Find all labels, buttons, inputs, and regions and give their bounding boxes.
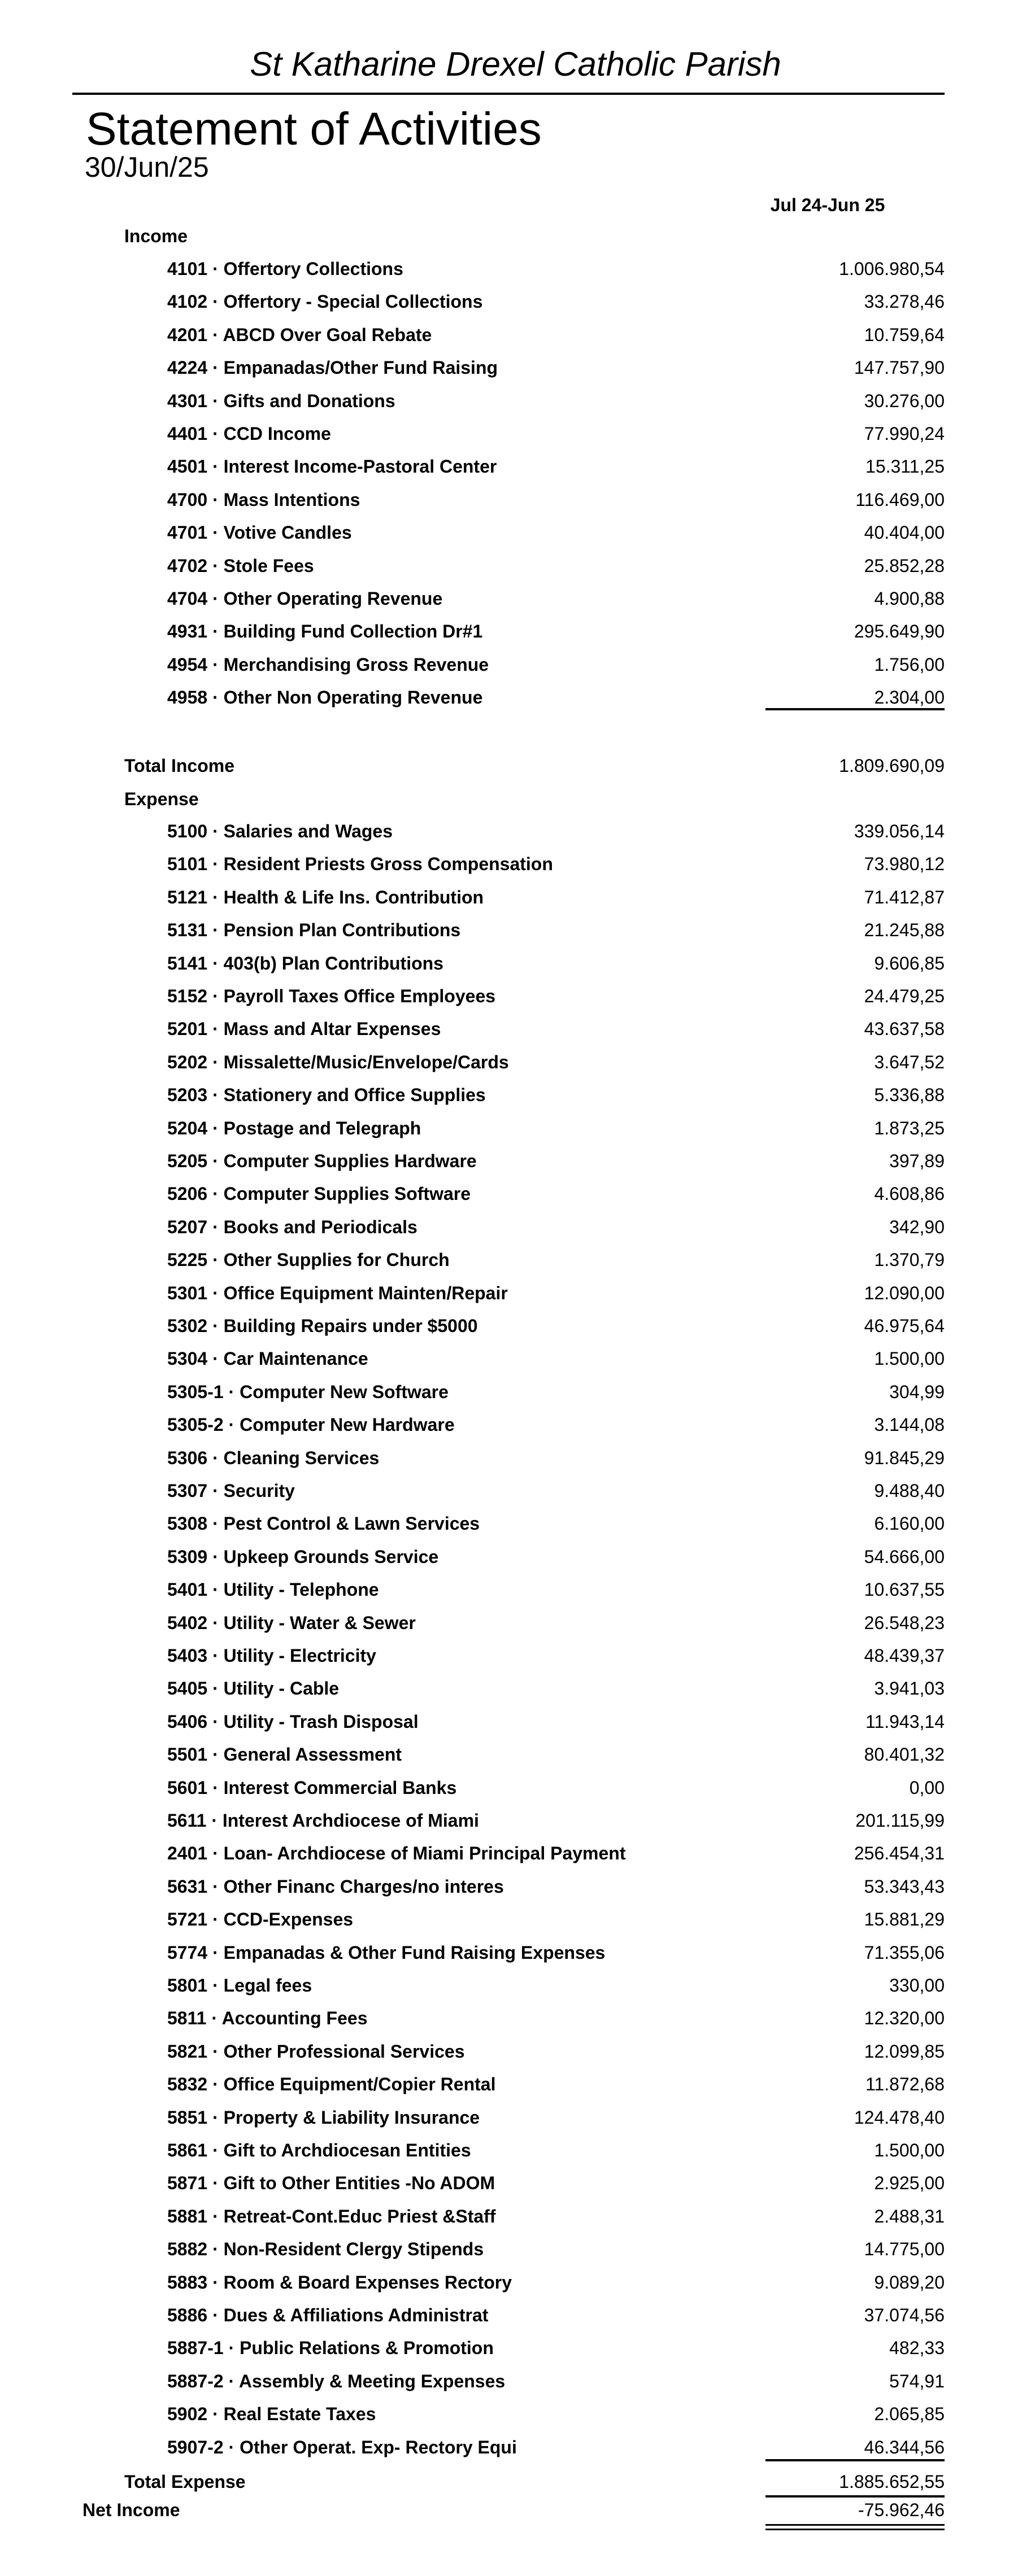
expense-line-item xyxy=(0,1578,1031,1601)
expense-section-label xyxy=(0,788,1031,810)
expense-line-item xyxy=(0,2337,1031,2359)
income-line-item xyxy=(0,488,1031,511)
expense-line-item xyxy=(0,2238,1031,2260)
income-line-item-amount: 10.759,64 xyxy=(864,325,945,345)
expense-line-item xyxy=(0,1282,1031,1304)
expense-line-item-amount: 15.881,29 xyxy=(864,1909,945,1929)
income-line-item-label: 4501 · Interest Income-Pastoral Center xyxy=(167,456,497,477)
income-line-item-amount: 1.006.980,54 xyxy=(839,259,945,279)
expense-line-item-amount: 11.943,14 xyxy=(865,1711,945,1732)
expense-line-item-label: 5152 · Payroll Taxes Office Employees xyxy=(167,986,496,1006)
expense-line-item xyxy=(0,1479,1031,1502)
expense-line-item-amount: 124.478,40 xyxy=(854,2107,945,2128)
expense-line-item xyxy=(0,1612,1031,1634)
expense-line-item-amount: 9.089,20 xyxy=(874,2272,945,2293)
expense-line-item-amount: 9.606,85 xyxy=(874,953,945,973)
expense-line-item-label: 5306 · Cleaning Services xyxy=(167,1448,380,1468)
expense-line-item-amount: 24.479,25 xyxy=(864,986,945,1006)
income-line-item xyxy=(0,390,1031,412)
expense-line-item-label: 5401 · Utility - Telephone xyxy=(167,1579,379,1600)
expense-line-item-amount: 482,33 xyxy=(889,2338,945,2358)
expense-line-item-label: 5305-2 · Computer New Hardware xyxy=(167,1414,455,1435)
expense-line-item-label: 5305-1 · Computer New Software xyxy=(167,1382,449,1402)
expense-line-item-label: 5307 · Security xyxy=(167,1481,295,1501)
expense-line-item xyxy=(0,2139,1031,2162)
expense-line-item-amount: 21.245,88 xyxy=(864,920,945,940)
expense-line-item xyxy=(0,2370,1031,2392)
income-line-item-label: 4102 · Offertory - Special Collections xyxy=(167,291,483,312)
income-line-item-amount: 2.304,00 xyxy=(874,687,945,708)
expense-line-item xyxy=(0,1776,1031,1799)
expense-line-item-label: 5121 · Health & Life Ins. Contribution xyxy=(167,887,484,907)
expense-line-item-amount: 10.637,55 xyxy=(864,1579,945,1600)
net-income-row-amount: -75.962,46 xyxy=(858,2500,945,2520)
total-income-row-amount: 1.809.690,09 xyxy=(839,756,945,776)
income-line-item xyxy=(0,455,1031,478)
expense-line-item-label: 5304 · Car Maintenance xyxy=(167,1348,368,1369)
expense-line-item-label: 5811 · Accounting Fees xyxy=(167,2008,368,2028)
expense-line-item xyxy=(0,1743,1031,1766)
expense-line-item-label: 5203 · Stationery and Office Supplies xyxy=(167,1085,486,1105)
expense-line-item-amount: 91.845,29 xyxy=(864,1448,945,1468)
expense-line-item-amount: 12.099,85 xyxy=(864,2041,945,2062)
income-line-item-amount: 33.278,46 xyxy=(864,291,945,312)
expense-line-item-label: 5100 · Salaries and Wages xyxy=(167,821,393,841)
expense-line-item xyxy=(0,1875,1031,1898)
expense-line-item-amount: 2.925,00 xyxy=(874,2173,945,2193)
expense-line-item-label: 5202 · Missalette/Music/Envelope/Cards xyxy=(167,1052,509,1072)
column-header: Jul 24-Jun 25 xyxy=(770,195,885,215)
expense-line-item xyxy=(0,1974,1031,1997)
expense-line-item-label: 5801 · Legal fees xyxy=(167,1975,312,1996)
expense-line-item xyxy=(0,1710,1031,1733)
income-line-item xyxy=(0,422,1031,445)
expense-line-item-amount: 397,89 xyxy=(889,1151,945,1171)
expense-line-item xyxy=(0,1084,1031,1106)
expense-line-item-label: 5851 · Property & Liability Insurance xyxy=(167,2107,480,2128)
income-section-label-label: Income xyxy=(124,226,188,246)
expense-line-item-label: 5902 · Real Estate Taxes xyxy=(167,2404,376,2424)
expense-line-item xyxy=(0,952,1031,975)
expense-line-item xyxy=(0,2271,1031,2294)
net-income-rule xyxy=(765,2495,945,2498)
expense-line-item-amount: 4.608,86 xyxy=(874,1184,945,1204)
expense-line-item-label: 5225 · Other Supplies for Church xyxy=(167,1250,450,1270)
expense-line-item-label: 5201 · Mass and Altar Expenses xyxy=(167,1019,441,1039)
expense-line-item-label: 5861 · Gift to Archdiocesan Entities xyxy=(167,2140,471,2160)
expense-line-item-label: 5406 · Utility - Trash Disposal xyxy=(167,1711,419,1732)
expense-line-item-amount: 330,00 xyxy=(889,1975,945,1996)
net-income-row xyxy=(0,2499,1031,2521)
income-line-item-label: 4958 · Other Non Operating Revenue xyxy=(167,687,483,708)
expense-line-item-amount: 46.344,56 xyxy=(864,2437,945,2457)
income-line-item-amount: 77.990,24 xyxy=(864,423,945,444)
total-expense-row-amount: 1.885.652,55 xyxy=(839,2472,945,2492)
expense-line-item xyxy=(0,2172,1031,2194)
expense-line-item xyxy=(0,853,1031,875)
income-line-item-label: 4704 · Other Operating Revenue xyxy=(167,588,443,609)
expense-line-item-amount: 71.412,87 xyxy=(864,887,945,907)
expense-line-item xyxy=(0,886,1031,909)
income-line-item xyxy=(0,257,1031,280)
expense-line-item-amount: 3.144,08 xyxy=(874,1414,945,1435)
income-line-item-label: 4201 · ABCD Over Goal Rebate xyxy=(167,325,432,345)
income-line-item xyxy=(0,587,1031,610)
expense-line-item-label: 5871 · Gift to Other Entities -No ADOM xyxy=(167,2173,495,2193)
expense-line-item-amount: 1.873,25 xyxy=(874,1118,945,1138)
expense-line-item-label: 5881 · Retreat-Cont.Educ Priest &Staff xyxy=(167,2206,496,2226)
income-line-item-label: 4301 · Gifts and Donations xyxy=(167,391,395,411)
expense-line-item-label: 5883 · Room & Board Expenses Rectory xyxy=(167,2272,512,2293)
expense-line-item-amount: 256.454,31 xyxy=(854,1843,945,1863)
report-date: 30/Jun/25 xyxy=(85,151,209,183)
expense-line-item-label: 5631 · Other Financ Charges/no interes xyxy=(167,1876,504,1897)
total-expense-row xyxy=(0,2470,1031,2493)
income-line-item-label: 4401 · CCD Income xyxy=(167,423,331,444)
expense-line-item xyxy=(0,1347,1031,1370)
income-line-item xyxy=(0,324,1031,346)
total-expense-row-label: Total Expense xyxy=(124,2472,246,2492)
expense-line-item xyxy=(0,1381,1031,1403)
expense-line-item-amount: 339.056,14 xyxy=(854,821,945,841)
expense-line-item-amount: 304,99 xyxy=(889,1382,945,1402)
expense-line-item-amount: 11.872,68 xyxy=(865,2074,945,2094)
expense-line-item xyxy=(0,2205,1031,2228)
expense-line-item-amount: 12.320,00 xyxy=(864,2008,945,2028)
expense-line-item-amount: 80.401,32 xyxy=(864,1744,945,1765)
expense-line-item-label: 5774 · Empanadas & Other Fund Raising Expenses xyxy=(167,1942,606,1963)
expense-line-item-amount: 26.548,23 xyxy=(864,1613,945,1633)
income-line-item-label: 4702 · Stole Fees xyxy=(167,556,314,576)
expense-line-item-label: 5403 · Utility - Electricity xyxy=(167,1645,376,1666)
expense-line-item xyxy=(0,2436,1031,2459)
expense-line-item-amount: 1.500,00 xyxy=(874,1348,945,1369)
income-line-item-amount: 30.276,00 xyxy=(864,391,945,411)
expense-line-item-amount: 574,91 xyxy=(889,2371,945,2391)
expense-line-item-label: 2401 · Loan- Archdiocese of Miami Principal Payment xyxy=(167,1843,626,1863)
organization-name: St Katharine Drexel Catholic Parish xyxy=(250,45,781,83)
expense-section-label-label: Expense xyxy=(124,789,199,809)
income-line-item-amount: 25.852,28 xyxy=(864,556,945,576)
income-line-item xyxy=(0,555,1031,577)
expense-line-item-amount: 3.647,52 xyxy=(874,1052,945,1072)
expense-line-item-label: 5601 · Interest Commercial Banks xyxy=(167,1778,457,1798)
expense-line-item-label: 5308 · Pest Control & Lawn Services xyxy=(167,1513,480,1534)
expense-line-item-label: 5309 · Upkeep Grounds Service xyxy=(167,1547,439,1567)
expense-line-item xyxy=(0,1315,1031,1337)
expense-line-item xyxy=(0,2040,1031,2063)
expense-line-item xyxy=(0,1413,1031,1436)
expense-line-item-label: 5205 · Computer Supplies Hardware xyxy=(167,1151,477,1171)
expense-line-item-label: 5301 · Office Equipment Mainten/Repair xyxy=(167,1283,508,1303)
income-line-item-amount: 1.756,00 xyxy=(874,654,945,675)
expense-line-item-amount: 1.500,00 xyxy=(874,2140,945,2160)
expense-line-item-label: 5882 · Non-Resident Clergy Stipends xyxy=(167,2239,484,2259)
expense-line-item-amount: 9.488,40 xyxy=(874,1481,945,1501)
expense-line-item xyxy=(0,1677,1031,1700)
expense-line-item-label: 5207 · Books and Periodicals xyxy=(167,1217,417,1237)
income-line-item-amount: 295.649,90 xyxy=(854,621,945,641)
expense-line-item-label: 5302 · Building Repairs under $5000 xyxy=(167,1316,478,1336)
expense-line-item xyxy=(0,1941,1031,1964)
expense-line-item-label: 5131 · Pension Plan Contributions xyxy=(167,920,461,940)
expense-line-item xyxy=(0,1908,1031,1931)
expense-line-item-label: 5907-2 · Other Operat. Exp- Rectory Equi xyxy=(167,2437,517,2457)
income-line-item xyxy=(0,653,1031,676)
income-line-item-amount: 15.311,25 xyxy=(865,456,945,477)
income-line-item-amount: 40.404,00 xyxy=(864,522,945,543)
income-line-item-label: 4701 · Votive Candles xyxy=(167,522,352,543)
expense-line-item-amount: 201.115,99 xyxy=(855,1810,945,1831)
net-income-row-label: Net Income xyxy=(82,2500,180,2520)
income-line-item xyxy=(0,290,1031,313)
expense-line-item-label: 5204 · Postage and Telegraph xyxy=(167,1118,421,1138)
expense-line-item xyxy=(0,820,1031,842)
expense-line-item-amount: 37.074,56 xyxy=(864,2305,945,2325)
expense-line-item xyxy=(0,1644,1031,1667)
income-line-item xyxy=(0,686,1031,709)
expense-line-item-label: 5405 · Utility - Cable xyxy=(167,1678,340,1699)
total-income-row-label: Total Income xyxy=(124,756,234,776)
expense-line-item-amount: 46.975,64 xyxy=(864,1316,945,1336)
income-line-item-amount: 116.469,00 xyxy=(855,490,945,510)
expense-line-item-amount: 6.160,00 xyxy=(874,1513,945,1534)
income-line-item-label: 4931 · Building Fund Collection Dr#1 xyxy=(167,621,483,641)
total-income-row xyxy=(0,754,1031,777)
expense-line-item-label: 5141 · 403(b) Plan Contributions xyxy=(167,953,443,973)
expense-line-item-label: 5611 · Interest Archdiocese of Miami xyxy=(167,1810,479,1831)
expense-line-item-amount: 3.941,03 xyxy=(874,1678,945,1699)
expense-line-item xyxy=(0,1809,1031,1832)
expense-line-item xyxy=(0,2106,1031,2129)
expense-line-item-amount: 73.980,12 xyxy=(864,854,945,874)
subtotal-rule xyxy=(765,708,945,710)
expense-line-item-amount: 342,90 xyxy=(889,1217,945,1237)
expense-line-item xyxy=(0,1842,1031,1865)
expense-line-item xyxy=(0,1512,1031,1535)
expense-line-item-amount: 14.775,00 xyxy=(864,2239,945,2259)
expense-line-item-label: 5721 · CCD-Expenses xyxy=(167,1909,354,1929)
income-line-item-amount: 4.900,88 xyxy=(874,588,945,609)
expense-line-item xyxy=(0,2304,1031,2326)
income-line-item-amount: 147.757,90 xyxy=(854,357,945,378)
income-line-item xyxy=(0,356,1031,379)
income-line-item xyxy=(0,620,1031,643)
net-income-double-rule xyxy=(765,2524,945,2530)
report-title: Statement of Activities xyxy=(86,103,542,155)
expense-line-item-label: 5886 · Dues & Affiliations Administrat xyxy=(167,2305,489,2325)
expense-line-item xyxy=(0,2403,1031,2425)
expense-line-item xyxy=(0,1117,1031,1139)
expense-line-item xyxy=(0,1182,1031,1205)
expense-line-item-label: 5402 · Utility - Water & Sewer xyxy=(167,1613,416,1633)
expense-line-item-amount: 2.488,31 xyxy=(874,2206,945,2226)
expense-line-item xyxy=(0,1447,1031,1469)
income-line-item-label: 4700 · Mass Intentions xyxy=(167,490,360,510)
expense-line-item xyxy=(0,985,1031,1007)
total-expense-rule xyxy=(765,2459,945,2461)
expense-line-item-amount: 12.090,00 xyxy=(864,1283,945,1303)
expense-line-item-label: 5832 · Office Equipment/Copier Rental xyxy=(167,2074,496,2094)
expense-line-item-amount: 43.637,58 xyxy=(864,1019,945,1039)
expense-line-item-amount: 1.370,79 xyxy=(874,1250,945,1270)
income-section-label xyxy=(0,225,1031,247)
expense-line-item-amount: 53.343,43 xyxy=(864,1876,945,1897)
income-line-item-label: 4101 · Offertory Collections xyxy=(167,259,403,279)
expense-line-item-label: 5821 · Other Professional Services xyxy=(167,2041,465,2062)
header-rule xyxy=(72,93,945,95)
expense-line-item-amount: 54.666,00 xyxy=(864,1547,945,1567)
expense-line-item-label: 5501 · General Assessment xyxy=(167,1744,402,1765)
expense-line-item-label: 5887-2 · Assembly & Meeting Expenses xyxy=(167,2371,506,2391)
expense-line-item xyxy=(0,1051,1031,1073)
income-line-item-label: 4954 · Merchandising Gross Revenue xyxy=(167,654,489,675)
expense-line-item-amount: 5.336,88 xyxy=(874,1085,945,1105)
expense-line-item-amount: 71.355,06 xyxy=(864,1942,945,1963)
expense-line-item-label: 5101 · Resident Priests Gross Compensation xyxy=(167,854,553,874)
expense-line-item xyxy=(0,1545,1031,1568)
expense-line-item-label: 5887-1 · Public Relations & Promotion xyxy=(167,2338,494,2358)
expense-line-item xyxy=(0,1216,1031,1238)
expense-line-item xyxy=(0,1248,1031,1271)
expense-line-item xyxy=(0,1150,1031,1172)
expense-line-item xyxy=(0,919,1031,941)
income-line-item xyxy=(0,521,1031,544)
expense-line-item-amount: 0,00 xyxy=(909,1778,945,1798)
expense-line-item-amount: 48.439,37 xyxy=(864,1645,945,1666)
expense-line-item-label: 5206 · Computer Supplies Software xyxy=(167,1184,471,1204)
expense-line-item xyxy=(0,2007,1031,2029)
income-line-item-label: 4224 · Empanadas/Other Fund Raising xyxy=(167,357,498,378)
expense-line-item xyxy=(0,2073,1031,2095)
expense-line-item-amount: 2.065,85 xyxy=(874,2404,945,2424)
expense-line-item xyxy=(0,1018,1031,1040)
